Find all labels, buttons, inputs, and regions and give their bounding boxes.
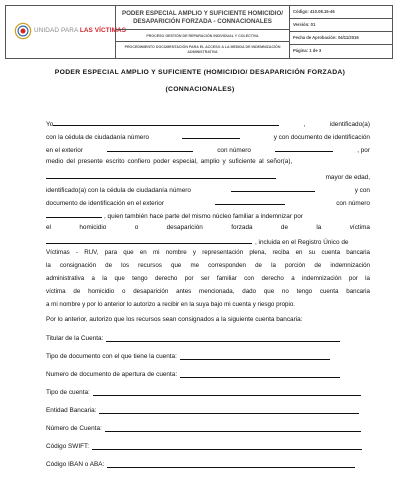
field-document-number [46,371,340,378]
body-line-5 [46,172,370,182]
body-line-4: medio del presente escrito confiero poder especial, amplio y suficiente al señor(a), [46,158,293,165]
field-iban-aba [46,461,355,468]
word-forzada: forzada [231,224,253,231]
text-documento-exterior: documento de identificación en el exterior [46,200,164,207]
blank-grantor-cc[interactable] [182,132,240,139]
label-account-number: Número de Cuenta: [46,425,102,432]
field-bank [46,407,359,414]
word-el: el [46,224,51,231]
blank-attorney-foreign-doc[interactable] [215,198,285,205]
input-swift[interactable] [92,443,362,450]
body-line-9 [46,224,370,232]
label-swift: Código SWIFT: [46,443,89,450]
blank-attorney-cc[interactable] [231,185,315,192]
paragraph-line-2: la consignación de los recursos que me corresponden de la porción de indemnización [46,262,370,269]
paragraph-line-3: administrativa a la que tengo derecho por ser familiar con derecho a indemnización por la [46,275,370,282]
header-procedure: PROCEDIMIENTO DOCUMENTACIÓN PARA EL ACCESO A LA MEDIDA DE INDEMNIZACIÓN ADMINISTRATIVA [124,45,281,54]
authorization-text: Por lo anterior, autorizo que los recursos sean consignados a la siguiente cuenta bancaria: [46,316,303,323]
input-document-number[interactable] [180,371,340,378]
header-version: Versión: 01 [290,19,392,32]
blank-victim-name[interactable] [46,237,252,244]
logo-cell [6,6,127,58]
body-line-8 [46,211,370,221]
body-line-6 [46,185,370,195]
word-victima: víctima [349,224,370,231]
label-account-holder: Titular de la Cuenta: [46,335,104,342]
word-o: o [134,224,139,231]
document-subtitle: (CONNACIONALES) [165,86,235,93]
blank-attorney-foreign-number[interactable] [46,211,102,218]
logo-wordmark [34,27,126,34]
label-document-type: Tipo de documento con el que tiene la cuenta: [46,353,177,360]
label-bank: Entidad Bancaria: [46,407,97,414]
paragraph-line-4: víctima de homicidio o desaparición antes mencionada, dado que no tengo cuenta bancaria [46,288,370,295]
field-swift [46,443,362,450]
text-y-con: y con [354,187,370,194]
label-document-number: Numero de documento de apertura de cuenta: [46,371,178,378]
paragraph-line-5: a mi nombre y por lo anterior lo autorizo a recibir en la suya bajo mi cuenta y riesgo propio. [46,301,295,308]
text-con-numero-2: con número [336,200,370,207]
header-center [116,6,290,58]
blank-grantor-foreign-number[interactable] [275,145,333,152]
text-identificado-cc: identificado(a) con la cédula de ciudadanía número [46,187,191,194]
header-meta [290,6,392,58]
body-line-3 [46,145,370,155]
document-header [5,5,393,59]
text-nucleo-familiar: , quien también hace parte del mismo núcleo familiar a indemnizar por [104,213,303,220]
header-process: PROCESO GESTIÓN DE REPARACIÓN INDIVIDUAL Y COLECTIVA [116,30,289,42]
input-iban-aba[interactable] [107,461,355,468]
blank-grantor-name[interactable] [53,119,279,126]
paragraph-line-1: Víctimas - RUV, para que en mi nombre y representación plena, reciba en su cuenta bancaria [46,249,370,256]
text-por: , por [357,147,370,154]
text-comma: , [303,121,306,128]
header-approval-date: Fecha de Aprobación: 04/11/2016 [290,32,392,45]
text-registro-unico: , incluida en el Registro Único de [255,239,349,246]
body-line-2 [46,132,370,142]
input-account-type[interactable] [93,389,361,396]
label-iban-aba: Código IBAN o ABA: [46,461,105,468]
blank-attorney-name[interactable] [46,172,276,179]
text-exterior: en el exterior [46,147,83,154]
word-la: la [316,224,322,231]
text-yo: Yo [46,121,54,128]
input-account-holder[interactable] [106,335,340,342]
field-account-number [46,425,361,432]
input-document-type[interactable] [180,353,330,360]
field-document-type [46,353,330,360]
text-cedula-numero: con la cédula de ciudadanía número [46,134,150,141]
text-con-numero: con número [217,147,251,154]
blank-grantor-foreign-doc[interactable] [107,145,193,152]
word-de: de [280,224,289,231]
unidad-victimas-logo-icon [14,22,32,40]
label-account-type: Tipo de cuenta: [46,389,90,396]
logo-prefix: UNIDAD PARA [34,27,80,34]
field-account-type [46,389,361,396]
input-bank[interactable] [99,407,359,414]
header-code: Código: 410.08.15-46 [290,6,392,19]
body-line-7 [46,198,370,208]
header-page: Página: 1 de 3 [293,48,322,53]
text-documento-id: y con documento de identificación [273,134,370,141]
input-account-number[interactable] [105,425,361,432]
logo-suffix: LAS VÍCTIMAS [79,27,127,34]
field-account-holder [46,335,340,342]
word-desaparicion: desaparición [166,224,203,231]
word-homicidio: homicidio [79,224,107,231]
body-line-1 [46,119,370,129]
document-title: PODER ESPECIAL AMPLIO Y SUFICIENTE (HOMICIDIO/ DESAPARICIÓN FORZADA) [54,69,346,76]
header-doc-title: PODER ESPECIAL AMPLIO Y SUFICIENTE HOMICIDIO/ DESAPARICIÓN FORZADA - CONNACIONALES [116,6,289,30]
text-identificado: identificado(a) [329,121,370,128]
text-mayor-edad: mayor de edad, [325,174,370,181]
